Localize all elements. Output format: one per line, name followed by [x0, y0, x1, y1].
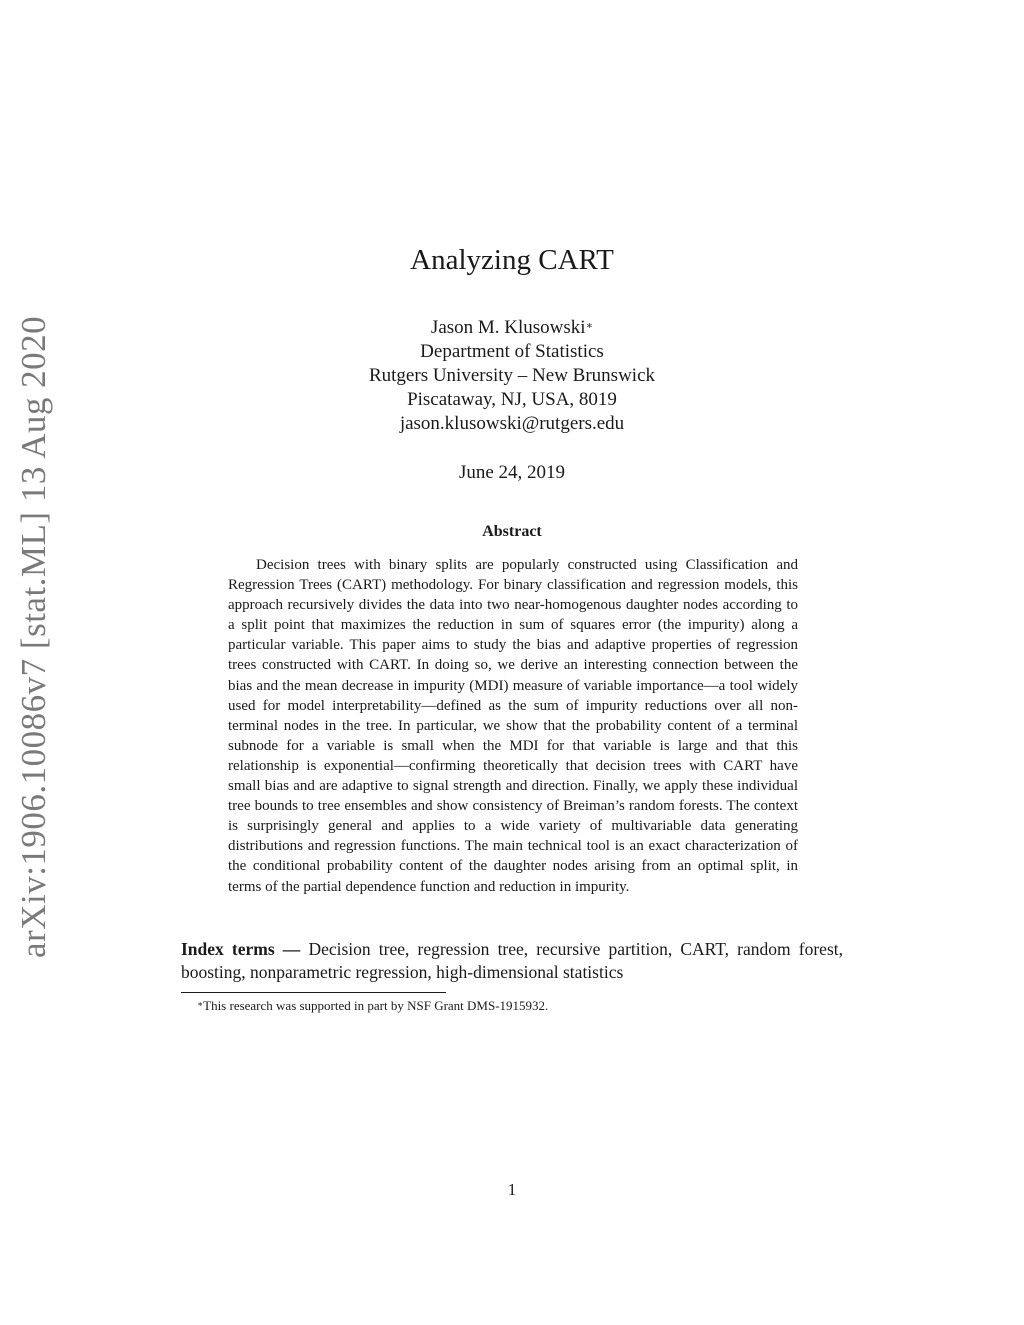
arxiv-identifier: arXiv:1906.10086v7 [stat.ML] 13 Aug 2020 [14, 315, 53, 958]
author-location: Piscataway, NJ, USA, 8019 [407, 389, 617, 410]
footnote [197, 997, 548, 1014]
index-terms-text: Decision tree, regression tree, recursive partition, CART, random forest, boosting, nonparametric regression, high-dimensional statistics [181, 939, 843, 982]
footnote-mark: ∗ [197, 999, 204, 1009]
author-department: Department of Statistics [420, 341, 604, 362]
index-terms-label: Index terms — [181, 939, 301, 959]
paper-title: Analyzing CART [410, 244, 614, 276]
abstract-text: Decision trees with binary splits are popularly constructed using Classification and Regression Trees (CART) methodology. For binary classification and regression models, this approach recursively divides the data into two near-homogenous daughter nodes according to a split point that maximizes the reduction in sum of squares error (the impurity) along a particular variable. This paper aims to study the bias and adaptive properties of regression trees constructed with CART. In doing so, we derive an interesting connection between the bias and the mean decrease in impurity (MDI) measure of variable importance—a tool widely used for model interpretability—defined as the sum of impurity reductions over all non-terminal nodes in the tree. In particular, we show that the probability content of a terminal subnode for a variable is small when the MDI for that variable is large and that this relationship is exponential—confirming theoretically that decision trees with CART have small bias and are adaptive to signal strength and direction. Finally, we apply these individual tree bounds to tree ensembles and show consistency of Breiman’s random forests. The context is surprisingly general and applies to a wide variety of multivariable data generating distributions and regression functions. The main technical tool is an exact characterization of the conditional probability content of the daughter nodes arising from an optimal split, in terms of the partial dependence function and reduction in impurity. [228, 557, 798, 895]
author-university: Rutgers University – New Brunswick [368, 365, 656, 386]
footnote-text: This research was supported in part by NSF Grant DMS-1915932. [203, 998, 549, 1013]
abstract-heading: Abstract [482, 523, 542, 540]
author-footnote-mark: ∗ [585, 320, 594, 332]
paper-date: June 24, 2019 [458, 462, 566, 483]
footnote-rule [181, 992, 446, 993]
author-name: Jason M. Klusowski [430, 317, 586, 338]
author-name-line [0, 316, 1024, 340]
author-email: jason.klusowski@rutgers.edu [399, 413, 625, 434]
index-terms [181, 938, 843, 984]
author-block [0, 316, 1024, 436]
page-number: 1 [507, 1180, 517, 1199]
